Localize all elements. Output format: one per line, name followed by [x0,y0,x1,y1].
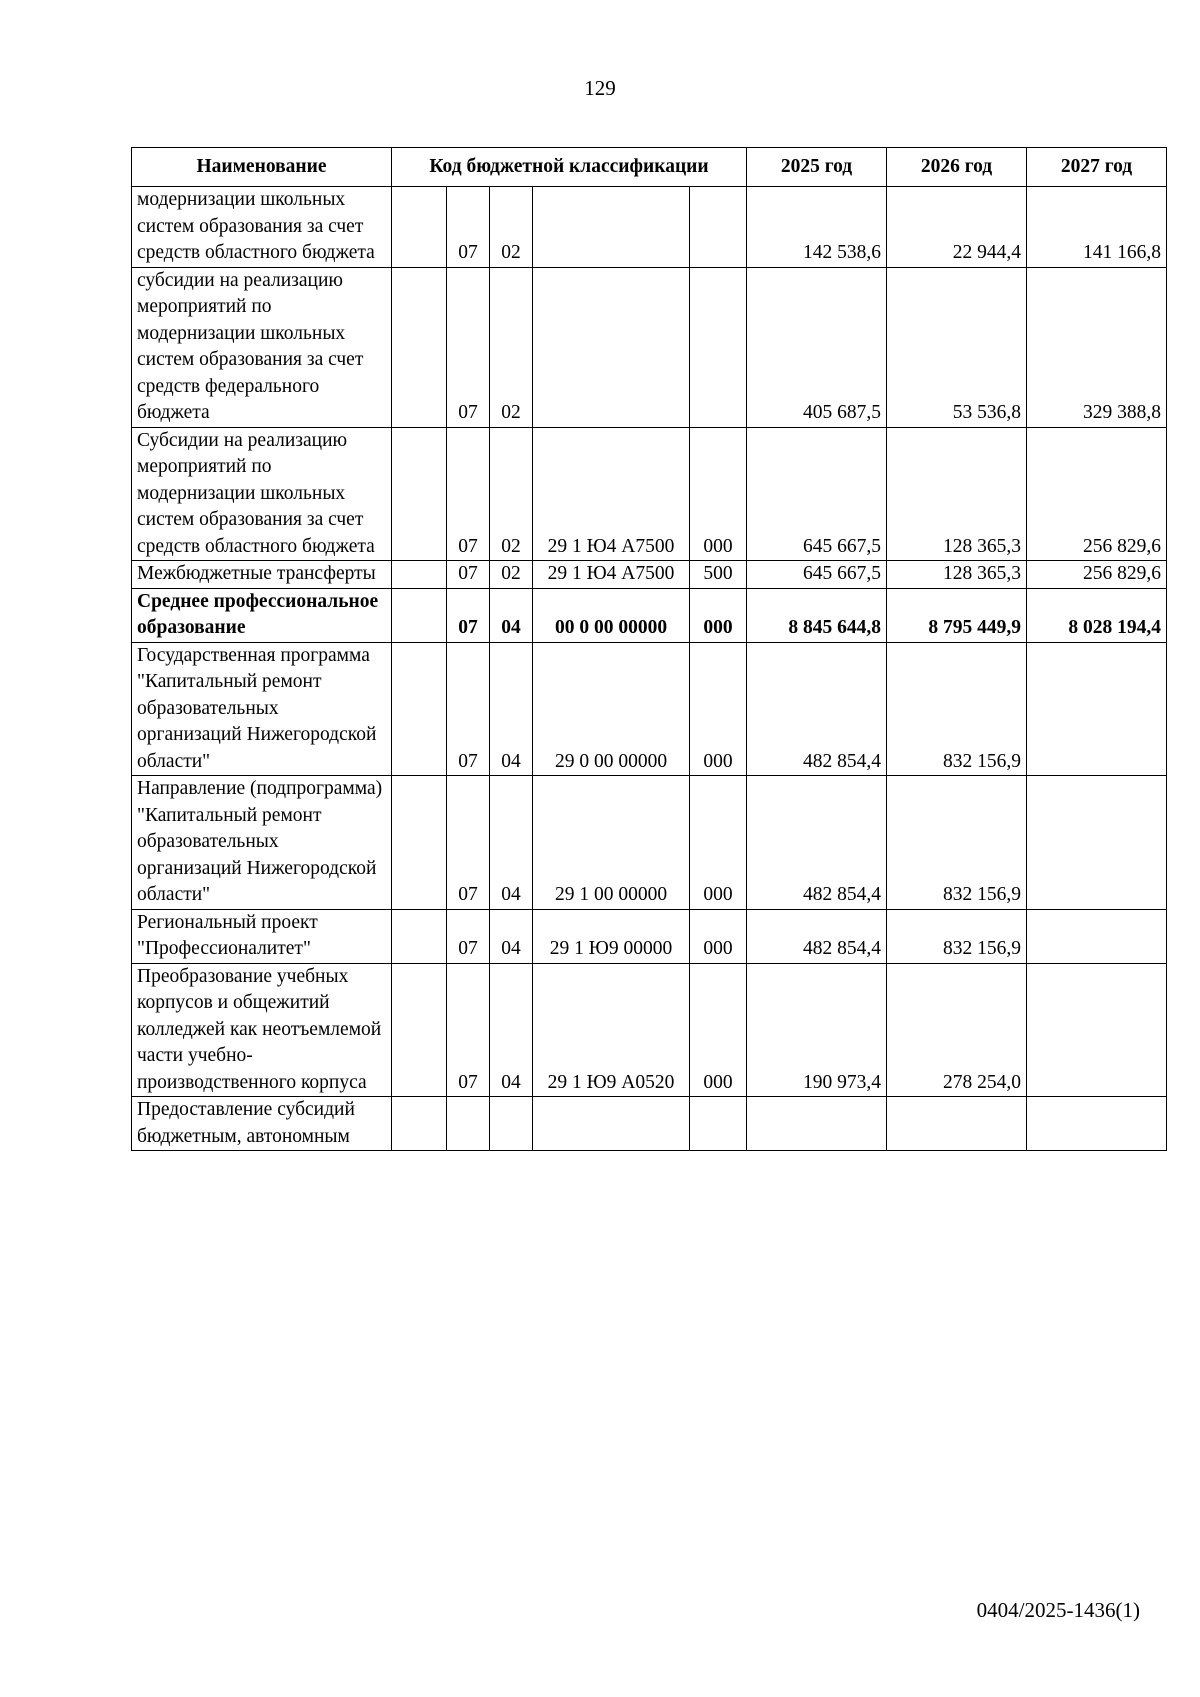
table-row [132,963,1167,1097]
row-target-code [533,1097,690,1151]
row-amount-2027 [1027,776,1167,910]
row-section-code: 07 [447,561,490,589]
row-amount-2027: 256 829,6 [1027,427,1167,561]
row-amount-2026: 832 156,9 [887,642,1027,776]
table-row [132,642,1167,776]
page-number: 129 [584,76,616,100]
row-expense-type-code: 000 [690,963,747,1097]
table-row [132,561,1167,589]
row-name: Межбюджетные трансферты [132,561,392,589]
row-amount-2025: 142 538,6 [747,187,887,268]
row-gap [392,267,447,427]
row-section-code: 07 [447,642,490,776]
row-target-code: 29 1 Ю9 А0520 [533,963,690,1097]
row-subsection-code [490,1097,533,1151]
row-section-code: 07 [447,187,490,268]
row-amount-2025: 190 973,4 [747,963,887,1097]
row-name: Государственная программа "Капитальный ремонт образовательных организаций Нижегородской области" [132,642,392,776]
row-target-code: 29 1 00 00000 [533,776,690,910]
row-subsection-code: 04 [490,909,533,963]
row-amount-2025: 645 667,5 [747,427,887,561]
row-subsection-code: 02 [490,427,533,561]
row-section-code: 07 [447,427,490,561]
row-amount-2025: 482 854,4 [747,642,887,776]
header-2025: 2025 год [747,148,887,187]
row-amount-2025: 482 854,4 [747,909,887,963]
row-amount-2025 [747,1097,887,1151]
table-row [132,909,1167,963]
row-gap [392,588,447,642]
row-amount-2025: 482 854,4 [747,776,887,910]
row-section-code: 07 [447,963,490,1097]
row-target-code [533,267,690,427]
row-amount-2027: 8 028 194,4 [1027,588,1167,642]
row-name: Региональный проект "Профессионалитет" [132,909,392,963]
row-amount-2026: 128 365,3 [887,561,1027,589]
row-section-code: 07 [447,909,490,963]
header-2027: 2027 год [1027,148,1167,187]
row-subsection-code: 02 [490,267,533,427]
row-section-code [447,1097,490,1151]
row-subsection-code: 04 [490,588,533,642]
row-amount-2026: 832 156,9 [887,776,1027,910]
row-section-code: 07 [447,776,490,910]
row-gap [392,1097,447,1151]
row-subsection-code: 04 [490,776,533,910]
table-row [132,776,1167,910]
row-section-code: 07 [447,588,490,642]
row-target-code: 29 1 Ю4 А7500 [533,427,690,561]
table-row [132,187,1167,268]
row-name: Направление (подпрограмма) "Капитальный ремонт образовательных организаций Нижегородской области" [132,776,392,910]
row-expense-type-code: 000 [690,588,747,642]
row-target-code: 29 0 00 00000 [533,642,690,776]
row-target-code: 29 1 Ю9 00000 [533,909,690,963]
row-amount-2026: 278 254,0 [887,963,1027,1097]
row-gap [392,909,447,963]
row-amount-2026 [887,1097,1027,1151]
row-amount-2027 [1027,642,1167,776]
row-expense-type-code: 000 [690,642,747,776]
row-expense-type-code: 000 [690,427,747,561]
row-gap [392,642,447,776]
row-target-code [533,187,690,268]
header-2026: 2026 год [887,148,1027,187]
header-name: Наименование [132,148,392,187]
table-row [132,427,1167,561]
row-gap [392,963,447,1097]
row-gap [392,561,447,589]
table-row [132,588,1167,642]
row-subsection-code: 04 [490,963,533,1097]
row-amount-2026: 8 795 449,9 [887,588,1027,642]
row-expense-type-code [690,267,747,427]
table-header-row [132,148,1167,187]
row-subsection-code: 02 [490,561,533,589]
row-subsection-code: 04 [490,642,533,776]
header-code: Код бюджетной классификации [392,148,747,187]
row-amount-2026: 832 156,9 [887,909,1027,963]
row-amount-2027 [1027,963,1167,1097]
row-amount-2025: 405 687,5 [747,267,887,427]
row-name: Среднее профессиональное образование [132,588,392,642]
row-amount-2027 [1027,1097,1167,1151]
row-expense-type-code [690,1097,747,1151]
row-amount-2025: 645 667,5 [747,561,887,589]
table-row [132,1097,1167,1151]
row-target-code: 29 1 Ю4 А7500 [533,561,690,589]
row-amount-2026: 22 944,4 [887,187,1027,268]
budget-table [131,147,1167,1151]
row-expense-type-code: 000 [690,909,747,963]
row-subsection-code: 02 [490,187,533,268]
row-amount-2027: 141 166,8 [1027,187,1167,268]
row-amount-2027: 329 388,8 [1027,267,1167,427]
document-code: 0404/2025-1436(1) [976,1598,1140,1622]
row-amount-2026: 53 536,8 [887,267,1027,427]
row-name: модернизации школьных систем образования за счет средств областного бюджета [132,187,392,268]
row-expense-type-code [690,187,747,268]
row-amount-2026: 128 365,3 [887,427,1027,561]
row-expense-type-code: 500 [690,561,747,589]
table-row [132,267,1167,427]
row-name: субсидии на реализацию мероприятий по модернизации школьных систем образования за счет средств федерального бюджета [132,267,392,427]
row-gap [392,427,447,561]
row-name: Предоставление субсидий бюджетным, автономным [132,1097,392,1151]
row-target-code: 00 0 00 00000 [533,588,690,642]
row-expense-type-code: 000 [690,776,747,910]
row-amount-2027: 256 829,6 [1027,561,1167,589]
row-section-code: 07 [447,267,490,427]
row-name: Субсидии на реализацию мероприятий по модернизации школьных систем образования за счет средств областного бюджета [132,427,392,561]
row-gap [392,776,447,910]
row-amount-2025: 8 845 644,8 [747,588,887,642]
row-gap [392,187,447,268]
row-amount-2027 [1027,909,1167,963]
row-name: Преобразование учебных корпусов и общежитий колледжей как неотъемлемой части учебно-производственного корпуса [132,963,392,1097]
